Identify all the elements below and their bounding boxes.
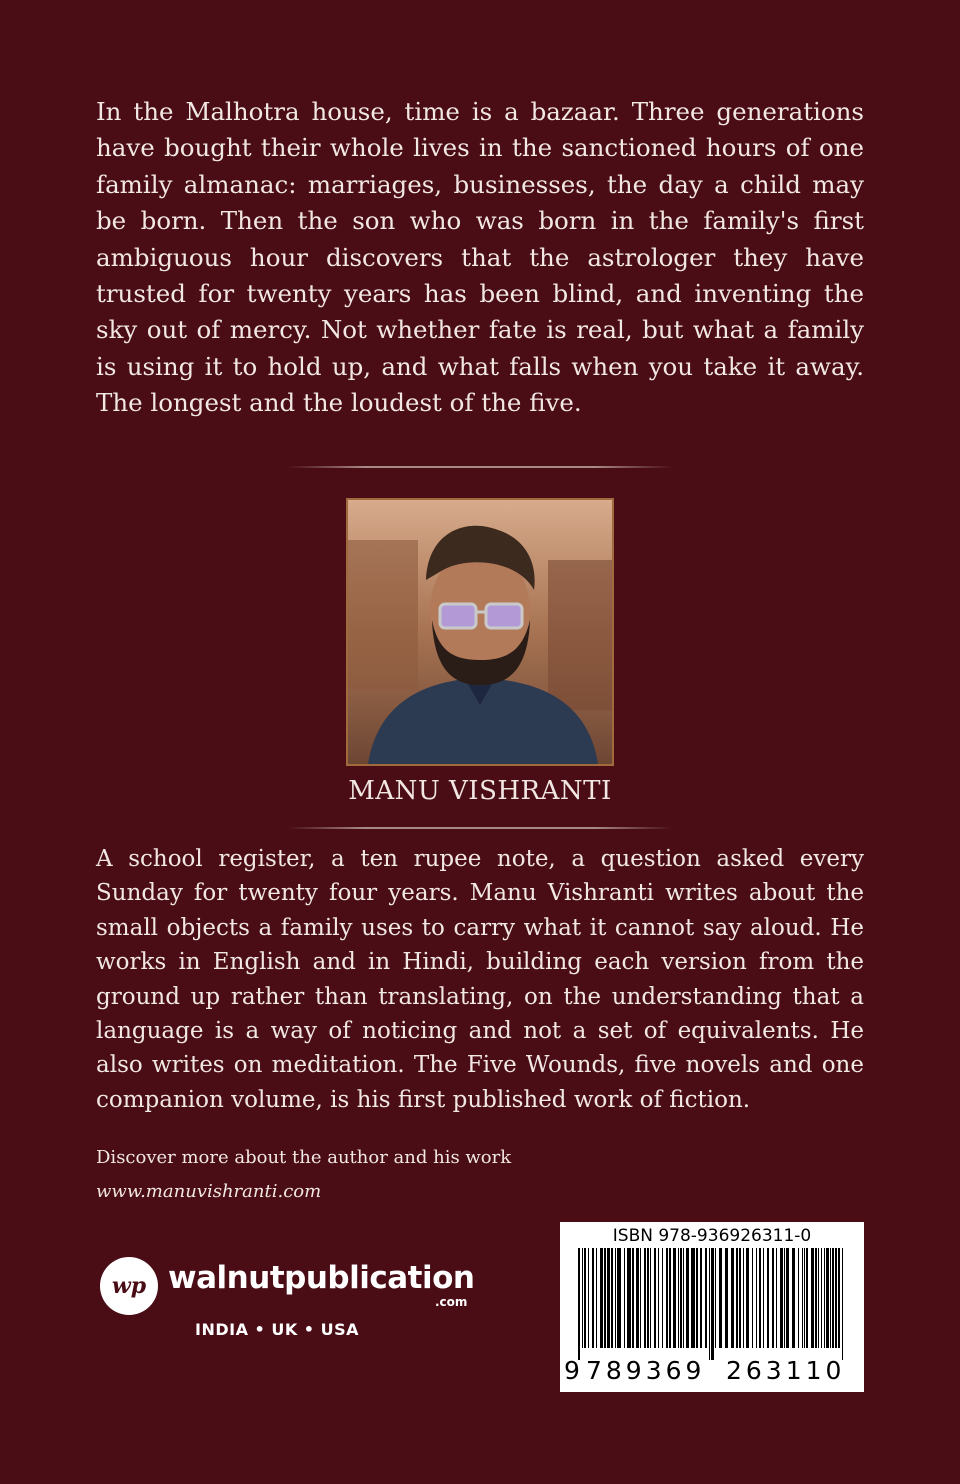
barcode-bar <box>588 1248 589 1348</box>
barcode-bar <box>746 1248 749 1348</box>
barcode-bar <box>686 1248 689 1348</box>
barcode-bar <box>600 1248 603 1348</box>
discover-text: Discover more about the author and his work <box>96 1147 512 1168</box>
barcode-bar <box>780 1248 783 1348</box>
barcode-bar <box>666 1248 668 1348</box>
publisher-logo-block <box>100 1252 520 1352</box>
barcode-bar <box>709 1248 710 1360</box>
barcode-bar <box>636 1248 639 1348</box>
barcode-bar <box>662 1248 663 1348</box>
author-photo <box>346 498 614 766</box>
barcode-bar <box>832 1248 834 1348</box>
barcode-bar <box>632 1248 634 1348</box>
publisher-domain-suffix: .com <box>435 1295 468 1309</box>
barcode-bar <box>739 1248 741 1348</box>
barcode-digits-left: 789369 <box>586 1356 706 1385</box>
barcode-bar <box>627 1248 631 1348</box>
book-blurb: In the Malhotra house, time is a bazaar. Three generations have bought their whole lives in the sanctioned hours of one family almanac: marriages, businesses, the day a child may be born. Then the son who was born in the family's first ambiguous hour discovers that the astrologer they have trusted for twenty years has been blind, and inventing the sky out of mercy. Not whether fate is real, but what a family is using it to hold up, and what falls when you take it away. The longest and the loudest of the five. <box>96 97 864 418</box>
walnut-logo-icon: wp <box>100 1257 158 1315</box>
barcode-bar <box>776 1248 777 1348</box>
barcode-bar <box>824 1248 825 1348</box>
barcode-bar <box>842 1248 843 1360</box>
barcode-bar <box>700 1248 702 1348</box>
barcode-bar <box>772 1248 774 1348</box>
barcode-bar <box>818 1248 819 1348</box>
barcode-bar <box>584 1248 586 1348</box>
barcode-bar <box>650 1248 651 1348</box>
author-bio: A school register, a ten rupee note, a question asked every Sunday for twenty four years. Manu Vishranti writes about the small objects a family uses to carry what it cannot say aloud. He works in English and in Hindi, building each version from the ground up rather than translating, on the understanding that a language is a way of noticing and not a set of equivalents. He also writes on meditation. The Five Wounds, five novels and one companion volume, is his first published work of fiction. <box>96 846 864 1113</box>
barcode-bar <box>705 1248 707 1348</box>
barcode-bar <box>763 1248 764 1348</box>
barcode-bar <box>811 1248 814 1348</box>
isbn-barcode <box>560 1222 864 1392</box>
divider-bottom <box>288 827 672 829</box>
barcode-bar <box>804 1248 805 1348</box>
barcode-bar <box>759 1248 761 1348</box>
barcode-bar <box>838 1248 840 1348</box>
barcode-bar <box>669 1248 671 1348</box>
barcode-bar <box>835 1248 837 1348</box>
barcode-bar <box>821 1248 822 1348</box>
barcode-bar <box>830 1248 831 1348</box>
barcode-bar <box>654 1248 656 1348</box>
barcode-bar <box>711 1248 714 1360</box>
barcode-bar <box>725 1248 728 1348</box>
barcode-bar <box>615 1248 616 1348</box>
publisher-name: walnutpublication <box>168 1260 475 1296</box>
barcode-bar <box>786 1248 789 1348</box>
barcode-bar <box>736 1248 738 1348</box>
barcode-bar <box>640 1248 641 1348</box>
barcode-bar <box>582 1248 583 1348</box>
barcode-bar <box>617 1248 621 1348</box>
publisher-countries: INDIA • UK • USA <box>195 1320 359 1339</box>
isbn-label: ISBN 978-936926311-0 <box>612 1226 812 1246</box>
barcode-bar <box>680 1248 682 1348</box>
barcode-digits-right: 263110 <box>726 1356 846 1385</box>
barcode-bar <box>683 1248 684 1348</box>
barcode-digit-first: 9 <box>564 1356 580 1385</box>
barcode-bar <box>644 1248 646 1348</box>
barcode-bar <box>767 1248 769 1348</box>
barcode-bar <box>806 1248 808 1348</box>
barcode-bar <box>802 1248 803 1348</box>
barcode-bar <box>624 1248 625 1348</box>
barcode-bar <box>596 1248 597 1348</box>
barcode-bar <box>792 1248 795 1348</box>
barcode-bar <box>592 1248 594 1348</box>
author-name: MANU VISHRANTI <box>348 776 612 806</box>
barcode-bar <box>578 1248 580 1360</box>
author-website-link[interactable]: www.manuvishranti.com <box>96 1181 322 1202</box>
barcode-bar <box>731 1248 734 1348</box>
barcode-bar <box>826 1248 829 1348</box>
barcode-bar <box>743 1248 744 1348</box>
barcode-bar <box>647 1248 649 1348</box>
barcode-bar <box>719 1248 722 1348</box>
divider-top <box>288 466 672 468</box>
barcode-bar <box>798 1248 799 1348</box>
barcode-bar <box>658 1248 659 1348</box>
barcode-bar <box>696 1248 698 1348</box>
barcode-bar <box>607 1248 610 1348</box>
barcode-bar <box>715 1248 716 1348</box>
barcode-bar <box>756 1248 757 1348</box>
barcode-bar <box>673 1248 676 1348</box>
author-portrait-illustration <box>348 500 612 764</box>
barcode-bar <box>691 1248 695 1348</box>
barcode-bar <box>784 1248 785 1348</box>
barcode-bar <box>604 1248 606 1348</box>
barcode-bar <box>678 1248 679 1348</box>
barcode-bar <box>752 1248 753 1348</box>
barcode-bar <box>815 1248 817 1348</box>
barcode-bars <box>570 1248 854 1360</box>
barcode-bar <box>611 1248 613 1348</box>
